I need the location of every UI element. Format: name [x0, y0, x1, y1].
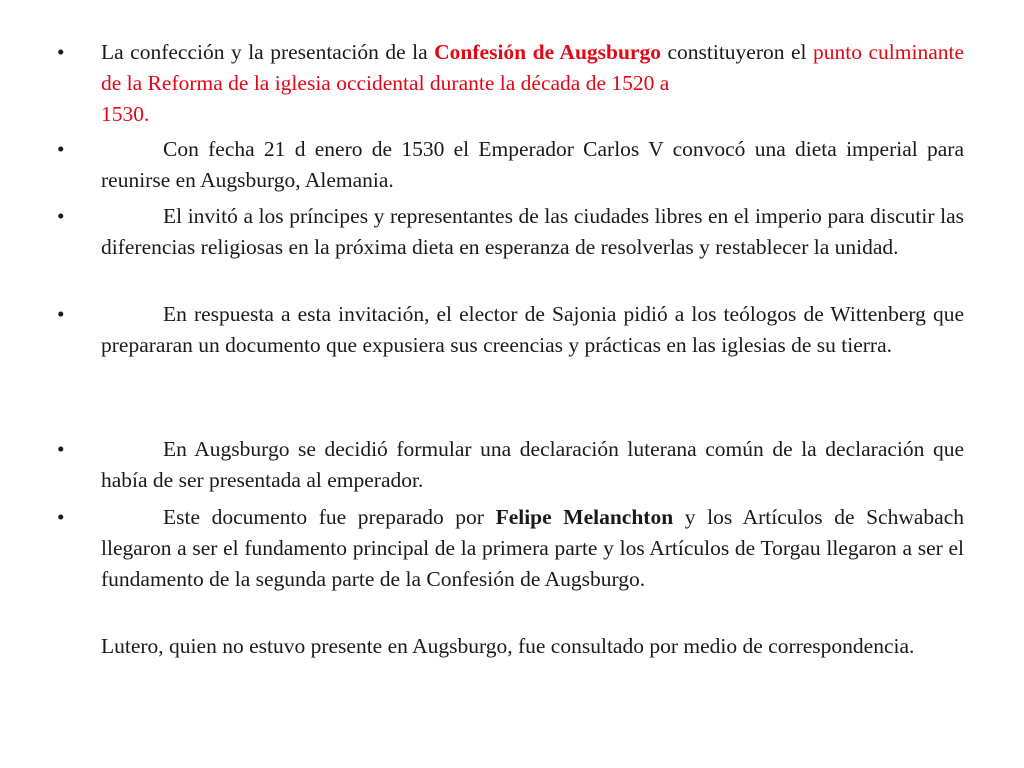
text-segment: En Augsburgo se decidió formular una declaración luterana común de la declaración que había de ser presentada al emperador. — [101, 437, 964, 492]
text-segment: La confección y la presentación de la — [101, 40, 435, 64]
highlight-year: 1530. — [101, 102, 150, 126]
bullet-item-4 — [57, 299, 964, 361]
text-segment: El invitó a los príncipes y representantes de las ciudades libres en el imperio para discutir las diferencias religiosas en la próxima dieta en esperanza de resolverlas y restablecer la unidad. — [101, 204, 964, 259]
text-segment: En respuesta a esta invitación, el elector de Sajonia pidió a los teólogos de Wittenberg que prepararan un documento que expusiera sus creencias y prácticas en las iglesias de su tierra. — [101, 302, 964, 357]
highlight-title: Confesión de Augsburgo — [434, 40, 661, 64]
author-name: Felipe Melanchton — [495, 505, 674, 529]
text-segment: Este documento fue preparado por — [163, 505, 496, 529]
text-segment: Lutero, quien no estuvo presente en Augsburgo, fue consultado por medio de correspondencia. — [101, 634, 915, 658]
bullet-marker: • — [57, 204, 65, 228]
bullet-marker: • — [57, 40, 65, 64]
bullet-marker: • — [57, 302, 65, 326]
bullet-marker: • — [57, 437, 65, 461]
bullet-item-3 — [57, 201, 964, 263]
text-segment: y los Artículos de Schwabach llegaron a ser el fundamento principal de la primera parte y los Artículos de Torgau llegaron a ser el fundamento de la segunda parte de la Confesión de Augsburgo. — [101, 505, 964, 591]
bullet-item-6 — [57, 502, 964, 595]
paragraph-text — [101, 631, 964, 662]
text-segment: constituyeron el — [660, 40, 814, 64]
bullet-text-4 — [101, 299, 964, 361]
plain-paragraph — [57, 631, 964, 662]
bullet-item-2 — [57, 134, 964, 196]
highlight-text: punto culminante de la Reforma de la iglesia occidental durante la década de 1520 a — [101, 40, 965, 95]
bullet-text-1 — [101, 37, 964, 130]
bullet-marker: • — [57, 505, 65, 529]
bullet-text-3 — [101, 201, 964, 263]
text-segment: Con fecha 21 d enero de 1530 el Emperador Carlos V convocó una dieta imperial para reunirse en Augsburgo, Alemania. — [101, 137, 964, 192]
bullet-text-5 — [101, 434, 964, 496]
bullet-item-5 — [57, 434, 964, 496]
bullet-marker: • — [57, 137, 65, 161]
bullet-item-1 — [57, 37, 964, 130]
bullet-text-2 — [101, 134, 964, 196]
bullet-text-6 — [101, 502, 964, 595]
